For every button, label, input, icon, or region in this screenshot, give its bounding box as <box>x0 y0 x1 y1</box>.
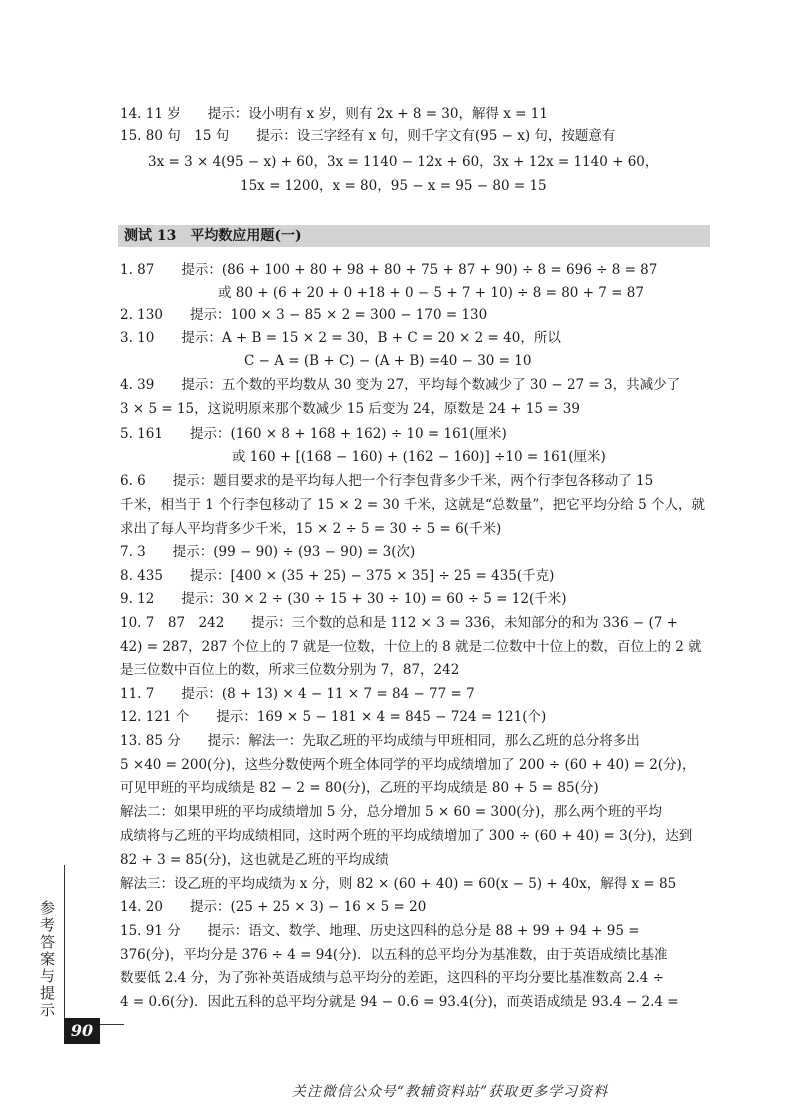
answer-line: 14. 20 提示：(25 + 25 × 3) − 16 × 5 = 20 <box>120 899 427 915</box>
answer-line: 7. 3 提示：(99 − 90) ÷ (93 − 90) = 3(次) <box>120 544 416 560</box>
answer-15-prev: 15. 80 句 15 句 提示：设三字经有 x 句，则千字文有(95 − x) 句，按题意有 <box>120 128 616 144</box>
answer-line: 解法二：如果甲班的平均成绩增加 5 分，总分增加 5 × 60 = 300(分)，那么两个班的平均 <box>120 804 662 820</box>
answer-line: 5 ×40 = 200(分)，这些分数使两个班全体同学的平均成绩增加了 200 ÷ (60 + 40) = 2(分)， <box>120 757 696 773</box>
answer-line: 数要低 2.4 分，为了弥补英语成绩与总平均分的差距，这四科的平均分要比基准数高 2.4 ÷ <box>120 970 664 986</box>
answer-line: 15. 91 分 提示：语文、数学、地理、历史这四科的总分是 88 + 99 + 94 + 95 = <box>120 923 640 939</box>
answer-line: 或 160 + [(168 − 160) + (162 − 160)] ÷10 = 161(厘米) <box>232 449 606 465</box>
equation-line: 3x = 3 × 4(95 − x) + 60，3x = 1140 − 12x + 60，3x + 12x = 1140 + 60， <box>148 154 659 170</box>
answer-line: 4 = 0.6(分)．因此五科的总平均分就是 94 − 0.6 = 93.4(分)，而英语成绩是 93.4 − 2.4 = <box>120 994 679 1010</box>
side-rule <box>64 865 65 1021</box>
answer-line: 42) = 287，287 个位上的 7 就是一位数，十位上的 8 就是二位数中十位上的数，百位上的 2 就 <box>120 639 702 655</box>
answer-line: 2. 130 提示：100 × 3 − 85 × 2 = 300 − 170 = 130 <box>120 307 488 323</box>
page-number: 90 <box>64 1018 100 1044</box>
answer-line: C − A = (B + C) − (A + B) =40 − 30 = 10 <box>244 353 532 369</box>
answer-line: 是三位数中百位上的数，所求三位数分别为 7，87，242 <box>120 662 460 678</box>
answer-line: 376(分)，平均分是 376 ÷ 4 = 94(分)．以五科的总平均分为基准数，由于英语成绩比基准 <box>120 947 668 963</box>
answer-line: 12. 121 个 提示：169 × 5 − 181 × 4 = 845 − 724 = 121(个) <box>120 709 547 725</box>
answer-line: 解法三：设乙班的平均成绩为 x 分，则 82 × (60 + 40) = 60(x − 5) + 40x，解得 x = 85 <box>120 876 677 892</box>
answer-line: 10. 7 87 242 提示：三个数的总和是 112 × 3 = 336，未知部分的和为 336 − (7 + <box>120 615 678 631</box>
answer-line: 1. 87 提示：(86 + 100 + 80 + 98 + 80 + 75 + 87 + 90) ÷ 8 = 696 ÷ 8 = 87 <box>120 262 658 278</box>
section-title: 测试 13 平均数应用题(一) <box>124 228 302 244</box>
side-label: 参考答案与提示 <box>38 900 56 1019</box>
answer-line: 11. 7 提示：(8 + 13) × 4 − 11 × 7 = 84 − 77 = 7 <box>120 686 475 702</box>
answer-line: 9. 12 提示：30 × 2 ÷ (30 ÷ 15 + 30 ÷ 10) = 60 ÷ 5 = 12(千米) <box>120 591 567 607</box>
footer-note: 关注微信公众号“教辅资料站”获取更多学习资料 <box>291 1084 609 1100</box>
answer-line: 13. 85 分 提示：解法一：先取乙班的平均成绩与甲班相同，那么乙班的总分将多出 <box>120 733 640 749</box>
answer-line: 千米，相当于 1 个行李包移动了 15 × 2 = 30 千米，这就是“总数量”，把它平均分给 5 个人，就 <box>120 497 705 513</box>
answer-line: 3. 10 提示：A + B = 15 × 2 = 30，B + C = 20 × 2 = 40，所以 <box>120 330 561 346</box>
answer-line: 成绩将与乙班的平均成绩相同，这时两个班的平均成绩增加了 300 ÷ (60 + 40) = 3(分)，达到 <box>120 828 693 844</box>
answer-line: 3 × 5 = 15，这说明原来那个数减少 15 后变为 24，原数是 24 + 15 = 39 <box>120 401 580 417</box>
answer-line: 求出了每人平均背多少千米，15 × 2 ÷ 5 = 30 ÷ 5 = 6(千米) <box>120 521 502 537</box>
answer-line: 或 80 + (6 + 20 + 0 +18 + 0 − 5 + 7 + 10) ÷ 8 = 80 + 7 = 87 <box>218 285 644 301</box>
equation-line: 15x = 1200，x = 80，95 − x = 95 − 80 = 15 <box>240 178 547 194</box>
answer-line: 5. 161 提示：(160 × 8 + 168 + 162) ÷ 10 = 161(厘米) <box>120 426 507 442</box>
answer-line: 可见甲班的平均成绩是 82 − 2 = 80(分)，乙班的平均成绩是 80 + 5 = 85(分) <box>120 780 599 796</box>
answer-line: 82 + 3 = 85(分)，这也就是乙班的平均成绩 <box>120 852 389 868</box>
answer-line: 6. 6 提示：题目要求的是平均每人把一个行李包背多少千米，两个行李包各移动了 15 <box>120 473 654 489</box>
answer-line: 4. 39 提示：五个数的平均数从 30 变为 27，平均每个数减少了 30 − 27 = 3，共减少了 <box>120 377 681 393</box>
answer-14-prev: 14. 11 岁 提示：设小明有 x 岁，则有 2x + 8 = 30，解得 x = 11 <box>120 106 548 122</box>
answer-line: 8. 435 提示：[400 × (35 + 25) − 375 × 35] ÷ 25 = 435(千克) <box>120 568 555 584</box>
